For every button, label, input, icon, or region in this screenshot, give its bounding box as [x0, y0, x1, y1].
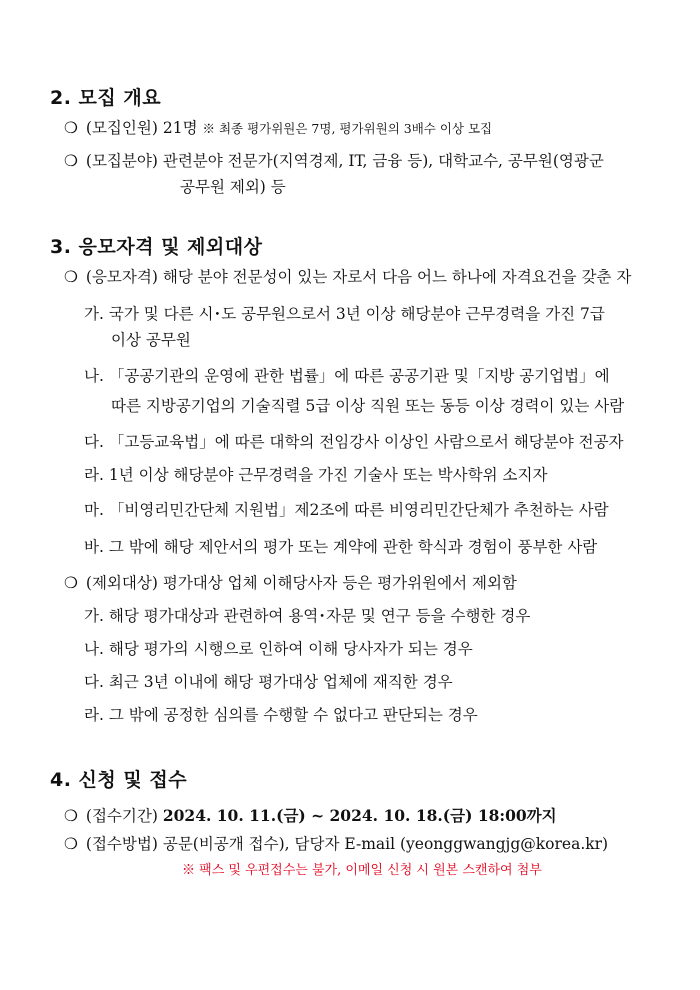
item-text-cont: 따른 지방공기업의 기술직렬 5급 이상 직원 또는 동등 이상 경력이 있는 사람	[111, 397, 625, 415]
item-mark: 가.	[84, 607, 104, 625]
circle-bullet-icon: ❍	[64, 119, 78, 137]
item-mark: 라.	[84, 466, 104, 484]
method-text: 공문(비공개 접수), 담당자 E-mail (yeonggwangjg@korea.kr)	[162, 835, 609, 853]
qualification-item	[84, 304, 605, 324]
exclusion-line	[64, 573, 517, 593]
recruit-field-text-cont: 공무원 제외) 등	[180, 178, 286, 196]
circle-bullet-icon: ❍	[64, 152, 78, 170]
qualification-line	[64, 267, 631, 287]
qualification-item	[84, 500, 609, 520]
recruit-count-value: 21명	[162, 119, 198, 137]
item-mark: 나.	[84, 640, 104, 658]
item-mark: 나.	[84, 367, 104, 385]
item-text: 그 밖에 공정한 심의를 수행할 수 없다고 판단되는 경우	[108, 706, 478, 724]
method-label: (접수방법)	[85, 835, 158, 853]
exclusion-label: (제외대상)	[85, 574, 158, 592]
section-2-title: 2. 모집 개요	[50, 87, 162, 109]
item-text: 해당 평가대상과 관련하여 용역･자문 및 연구 등을 수행한 경우	[108, 607, 531, 625]
item-text: 「고등교육법」에 따른 대학의 전임강사 이상인 사람으로서 해당분야 전공자	[108, 433, 624, 451]
qualification-text: 해당 분야 전문성이 있는 자로서 다음 어느 하나에 자격요건을 갖춘 자	[162, 268, 632, 286]
exclusion-item	[84, 606, 530, 626]
recruit-field-line	[64, 151, 604, 171]
recruit-count-label: (모집인원)	[85, 119, 158, 137]
section-4-title: 4. 신청 및 접수	[50, 769, 188, 791]
item-mark: 다.	[84, 673, 104, 691]
period-label: (접수기간)	[85, 807, 158, 825]
recruit-field-text: 관련분야 전문가(지역경제, IT, 금융 등), 대학교수, 공무원(영광군	[162, 152, 604, 170]
exclusion-text: 평가대상 업체 이해당사자 등은 평가위원에서 제외함	[162, 574, 517, 592]
item-mark: 가.	[84, 305, 104, 323]
recruit-field-label: (모집분야)	[85, 152, 158, 170]
section-3-title: 3. 응모자격 및 제외대상	[50, 236, 263, 258]
exclusion-item	[84, 705, 478, 725]
qualification-label: (응모자격)	[85, 268, 158, 286]
qualification-item	[84, 366, 610, 386]
item-mark: 마.	[84, 501, 104, 519]
item-text: 국가 및 다른 시･도 공무원으로서 3년 이상 해당분야 근무경력을 가진 7급	[108, 305, 605, 323]
item-text: 1년 이상 해당분야 근무경력을 가진 기술사 또는 박사학위 소지자	[108, 466, 548, 484]
item-mark: 라.	[84, 706, 104, 724]
item-text: 그 밖에 해당 제안서의 평가 또는 계약에 관한 학식과 경험이 풍부한 사람	[108, 538, 598, 556]
item-text: 최근 3년 이내에 해당 평가대상 업체에 재직한 경우	[108, 673, 453, 691]
item-text: 「공공기관의 운영에 관한 법률」에 따른 공공기관 및「지방 공기업법」에	[108, 367, 610, 385]
qualification-item	[84, 465, 547, 485]
submission-note: ※ 팩스 및 우편접수는 불가, 이메일 신청 시 원본 스캔하여 첨부	[182, 863, 542, 878]
recruit-count-note: ※ 최종 평가위원은 7명, 평가위원의 3배수 이상 모집	[202, 121, 493, 136]
circle-bullet-icon: ❍	[64, 835, 78, 853]
circle-bullet-icon: ❍	[64, 807, 78, 825]
item-text: 해당 평가의 시행으로 인하여 이해 당사자가 되는 경우	[108, 640, 473, 658]
exclusion-item	[84, 639, 473, 659]
exclusion-item	[84, 672, 453, 692]
qualification-item	[84, 432, 624, 452]
recruit-count-line	[64, 118, 492, 139]
item-text-cont: 이상 공무원	[111, 331, 191, 349]
period-line	[64, 806, 557, 826]
circle-bullet-icon: ❍	[64, 574, 78, 592]
circle-bullet-icon: ❍	[64, 268, 78, 286]
period-text: 2024. 10. 11.(금) ~ 2024. 10. 18.(금) 18:00까지	[162, 806, 557, 825]
item-mark: 바.	[84, 538, 104, 556]
qualification-item	[84, 537, 597, 557]
item-mark: 다.	[84, 433, 104, 451]
method-line	[64, 834, 608, 854]
item-text: 「비영리민간단체 지원법」제2조에 따른 비영리민간단체가 추천하는 사람	[108, 501, 609, 519]
